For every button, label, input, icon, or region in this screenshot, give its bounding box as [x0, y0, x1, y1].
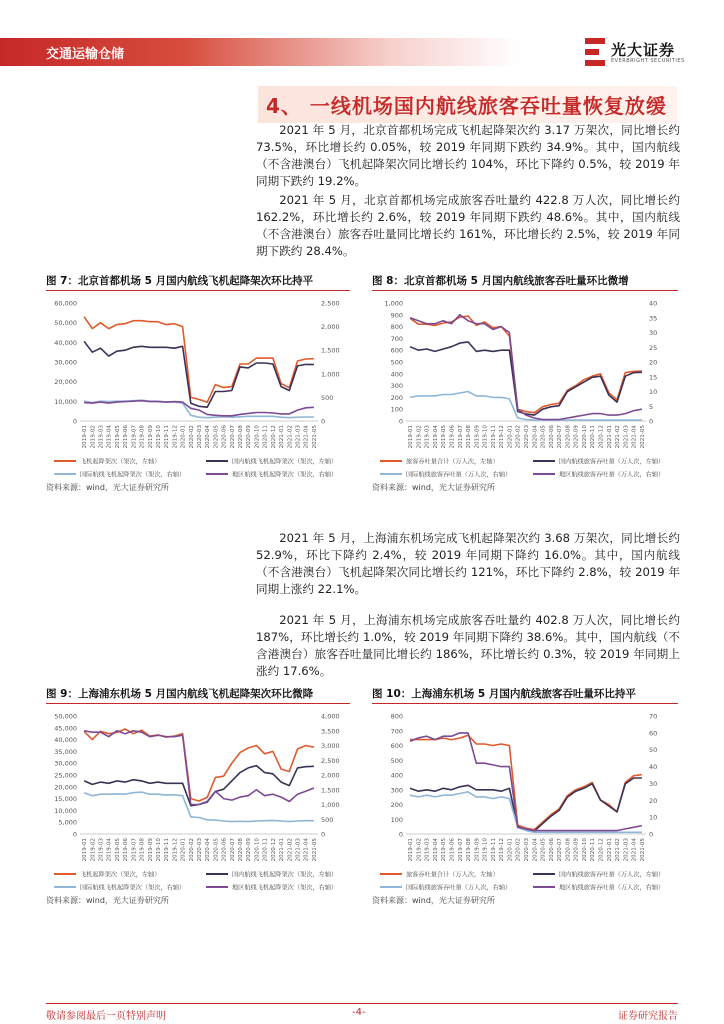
figure-10-chart	[372, 708, 678, 893]
x-axis-tick-label: 2020-03	[524, 425, 530, 449]
right-axis-tick-label: 500	[321, 393, 334, 402]
right-axis-tick-label: 1,500	[321, 786, 340, 795]
series-line	[410, 342, 642, 415]
x-axis-tick-label: 2020-02	[188, 425, 195, 449]
x-axis-tick-label: 2019-09	[147, 425, 154, 449]
left-axis-tick-label: 60,000	[54, 299, 77, 308]
x-axis-tick-label: 2021-02	[615, 425, 622, 449]
left-axis-tick-label: 30,000	[54, 759, 77, 768]
x-axis-tick-label: 2021-04	[303, 425, 310, 449]
legend-label: 国内航线飞机起降架次（架次，左轴）	[232, 458, 338, 466]
right-axis-tick-label: 2,500	[321, 299, 340, 308]
footer-disclaimer: 敬请参阅最后一页特别声明	[46, 1011, 166, 1022]
x-axis-tick-label: 2020-03	[197, 425, 203, 449]
x-axis-tick-label: 2020-04	[205, 425, 212, 449]
x-axis-tick-label: 2019-04	[106, 838, 113, 862]
series-line	[410, 316, 642, 413]
left-axis-tick-label: 40,000	[54, 338, 77, 347]
x-axis-tick-label: 2019-11	[164, 425, 171, 449]
right-axis-tick-label: 70	[649, 712, 658, 721]
left-axis-tick-label: 200	[390, 393, 403, 402]
x-axis-tick-label: 2019-10	[482, 425, 489, 449]
right-axis-tick-label: 0	[321, 830, 326, 839]
x-axis-tick-label: 2020-10	[581, 425, 588, 449]
right-axis-tick-label: 1,000	[321, 801, 340, 809]
left-axis-tick-label: 100	[390, 405, 403, 414]
right-axis-tick-label: 3,000	[321, 742, 340, 750]
x-axis-tick-label: 2021-02	[615, 838, 622, 862]
series-line	[84, 317, 314, 403]
brand-name-en: EVERBRIGHT SECURITIES	[611, 58, 685, 64]
series-line	[410, 315, 642, 420]
right-axis-tick-label: 20	[649, 358, 658, 367]
x-axis-tick-label: 2019-07	[131, 425, 138, 449]
x-axis-tick-label: 2021-05	[639, 838, 646, 862]
figure-7-chart	[46, 295, 350, 480]
x-axis-tick-label: 2019-04	[432, 838, 439, 862]
x-axis-tick-label: 2019-02	[90, 838, 97, 862]
x-axis-tick-label: 2020-07	[229, 838, 236, 862]
x-axis-tick-label: 2020-01	[180, 838, 187, 862]
figure-7-title: 图 7：北京首都机场 5 月国内航线飞机起降架次环比持平	[46, 273, 350, 288]
figure-9-source: 资料来源：wind，光大证券研究所	[46, 896, 169, 905]
right-axis-tick-label: 1,500	[321, 346, 340, 355]
right-axis-tick-label: 25	[649, 343, 658, 352]
paragraph-1: 2021 年 5 月，北京首都机场完成飞机起降架次约 3.17 万架次，同比增长约 73.5%，环比增长约 0.05%，较 2019 年同期下跌约 34.9%。其中，国内航线（不含港澳台）飞机起降架次同比增长约 104%，环比下降约 0.5%，较 2019 年同期下跌约 19.2%。	[256, 123, 680, 188]
left-axis-tick-label: 5,000	[58, 818, 77, 827]
right-axis-tick-label: 40	[649, 763, 658, 772]
x-axis-tick-label: 2019-06	[449, 425, 456, 449]
right-axis-tick-label: 3,500	[321, 727, 340, 736]
right-axis-tick-label: 0	[649, 417, 654, 426]
x-axis-tick-label: 2020-11	[262, 425, 269, 449]
x-axis-tick-label: 2021-03	[295, 838, 302, 862]
legend-label: 国际航线飞机起降架次（架次，右轴）	[80, 471, 186, 479]
x-axis-tick-label: 2020-04	[532, 838, 539, 862]
left-axis-tick-label: 1,000	[384, 299, 403, 308]
legend-label: 旅客吞吐量合计（万人次，左轴）	[406, 458, 499, 466]
figure-8-source: 资料来源：wind，光大证券研究所	[372, 483, 495, 492]
x-axis-tick-label: 2020-06	[221, 425, 228, 449]
left-axis-tick-label: 500	[390, 756, 403, 765]
x-axis-tick-label: 2020-05	[213, 838, 220, 862]
right-axis-tick-label: 30	[649, 779, 658, 788]
x-axis-tick-label: 2019-10	[482, 838, 489, 862]
left-axis-tick-label: 10,000	[54, 397, 77, 406]
x-axis-tick-label: 2019-07	[131, 838, 138, 862]
series-line	[84, 341, 314, 407]
left-axis-tick-label: 400	[390, 771, 403, 780]
x-axis-tick-label: 2020-10	[254, 838, 261, 862]
legend-label: 国际航线飞机起降架次（架次，右轴）	[80, 884, 186, 892]
x-axis-tick-label: 2019-05	[441, 425, 448, 449]
series-line	[84, 401, 314, 416]
x-axis-tick-label: 2019-01	[408, 425, 415, 449]
legend-label: 飞机起降架次（架次，左轴）	[80, 871, 161, 879]
legend-label: 国内航线旅客吞吐量（万人次，左轴）	[559, 458, 665, 466]
right-axis-tick-label: 5	[649, 402, 654, 411]
x-axis-tick-label: 2021-01	[279, 425, 286, 449]
legend-label: 飞机起降架次（架次，左轴）	[80, 458, 161, 466]
x-axis-tick-label: 2020-03	[197, 838, 203, 862]
x-axis-tick-label: 2019-08	[139, 425, 146, 449]
x-axis-tick-label: 2021-03	[623, 838, 630, 862]
left-axis-tick-label: 45,000	[54, 724, 77, 733]
left-axis-tick-label: 0	[72, 417, 77, 426]
figure-10-title: 图 10：上海浦东机场 5 月国内航线旅客吞吐量环比持平	[372, 686, 678, 701]
x-axis-tick-label: 2020-11	[262, 838, 269, 862]
legend-label: 地区航线飞机起降架次（架次，右轴）	[232, 884, 338, 892]
x-axis-tick-label: 2019-01	[82, 838, 89, 862]
figure-10-source: 资料来源：wind，光大证券研究所	[372, 896, 495, 905]
x-axis-tick-label: 2019-12	[172, 425, 179, 449]
x-axis-tick-label: 2019-03	[98, 425, 105, 449]
x-axis-tick-label: 2019-11	[490, 425, 497, 449]
x-axis-tick-label: 2020-01	[180, 425, 187, 449]
legend-label: 地区航线飞机起降架次（架次，右轴）	[232, 471, 338, 479]
right-axis-tick-label: 35	[649, 314, 658, 323]
x-axis-tick-label: 2020-12	[598, 838, 605, 862]
x-axis-tick-label: 2019-08	[466, 425, 473, 449]
series-line	[84, 400, 314, 418]
right-axis-tick-label: 2,000	[321, 771, 340, 780]
right-axis-tick-label: 4,000	[321, 712, 340, 721]
x-axis-tick-label: 2020-03	[524, 838, 530, 862]
right-axis-tick-label: 1,000	[321, 370, 340, 379]
legend-label: 地区航线旅客吞吐量（万人次，右轴）	[559, 471, 665, 479]
x-axis-tick-label: 2019-09	[474, 425, 481, 449]
x-axis-tick-label: 2020-09	[246, 425, 253, 449]
x-axis-tick-label: 2020-10	[581, 838, 588, 862]
x-axis-tick-label: 2019-12	[499, 838, 506, 862]
figure-7-source: 资料来源：wind，光大证券研究所	[46, 483, 169, 492]
legend-label: 国际航线旅客吞吐量（万人次，右轴）	[406, 471, 512, 479]
x-axis-tick-label: 2020-05	[213, 425, 220, 449]
x-axis-tick-label: 2021-01	[279, 838, 286, 862]
x-axis-tick-label: 2019-10	[155, 425, 162, 449]
series-line	[84, 766, 314, 806]
x-axis-tick-label: 2019-02	[416, 425, 423, 449]
paragraph-4: 2021 年 5 月，上海浦东机场完成旅客吞吐量约 402.8 万人次，同比增长约 187%，环比增长约 1.0%，较 2019 年同期下降约 38.6%。其中，国内航线（不含港澳台）旅客吞吐量同比增长约 186%，环比增长约 0.3%，较 2019 年同期上涨约 17.6%。	[256, 613, 680, 678]
x-axis-tick-label: 2020-12	[270, 838, 277, 862]
figure-8-chart	[372, 295, 678, 480]
series-line	[410, 735, 642, 829]
left-axis-tick-label: 20,000	[54, 378, 77, 387]
x-axis-tick-label: 2020-01	[507, 425, 514, 449]
right-axis-tick-label: 0	[649, 830, 654, 839]
series-line	[410, 778, 642, 831]
x-axis-tick-label: 2021-02	[287, 425, 294, 449]
figure-8-title: 图 8：北京首都机场 5 月国内航线旅客吞吐量环比微增	[372, 273, 678, 288]
legend-label: 旅客吞吐量合计（万人次，左轴）	[406, 871, 499, 879]
left-axis-tick-label: 600	[390, 346, 403, 355]
section-label: 交通运输仓储	[46, 47, 125, 62]
right-axis-tick-label: 15	[649, 373, 658, 382]
left-axis-tick-label: 700	[390, 334, 403, 343]
left-axis-tick-label: 600	[390, 742, 403, 750]
right-axis-tick-label: 20	[649, 796, 658, 805]
x-axis-tick-label: 2020-05	[540, 425, 547, 449]
left-axis-tick-label: 25,000	[54, 771, 77, 780]
series-line	[410, 792, 642, 832]
left-axis-tick-label: 200	[390, 801, 403, 809]
left-axis-tick-label: 400	[390, 370, 403, 379]
x-axis-tick-label: 2020-08	[238, 425, 245, 449]
brand-mark-icon	[585, 38, 605, 66]
left-axis-tick-label: 0	[398, 417, 403, 426]
x-axis-tick-label: 2019-03	[424, 838, 431, 862]
x-axis-tick-label: 2019-10	[155, 838, 162, 862]
series-line	[84, 729, 314, 801]
x-axis-tick-label: 2020-04	[532, 425, 539, 449]
x-axis-tick-label: 2020-10	[254, 425, 261, 449]
x-axis-tick-label: 2019-03	[98, 838, 105, 862]
left-axis-tick-label: 300	[390, 382, 403, 391]
right-axis-tick-label: 50	[649, 746, 658, 755]
right-axis-tick-label: 30	[649, 329, 658, 337]
x-axis-tick-label: 2019-12	[499, 425, 506, 449]
x-axis-tick-label: 2020-06	[548, 838, 555, 862]
x-axis-tick-label: 2019-03	[424, 425, 431, 449]
left-axis-tick-label: 500	[390, 358, 403, 367]
left-axis-tick-label: 50,000	[54, 319, 77, 328]
x-axis-tick-label: 2020-07	[229, 425, 236, 449]
left-axis-tick-label: 10,000	[54, 806, 77, 815]
x-axis-tick-label: 2019-07	[457, 425, 464, 449]
x-axis-tick-label: 2019-08	[466, 838, 473, 862]
legend-label: 地区航线旅客吞吐量（万人次，右轴）	[559, 884, 665, 892]
left-axis-tick-label: 300	[390, 786, 403, 795]
x-axis-tick-label: 2019-06	[123, 838, 130, 862]
x-axis-tick-label: 2020-09	[573, 838, 580, 862]
right-axis-tick-label: 10	[649, 388, 658, 396]
right-axis-tick-label: 500	[321, 815, 334, 824]
right-axis-tick-label: 40	[649, 299, 658, 308]
x-axis-tick-label: 2020-11	[590, 838, 597, 862]
x-axis-tick-label: 2021-04	[631, 838, 638, 862]
x-axis-tick-label: 2019-06	[123, 425, 130, 449]
x-axis-tick-label: 2019-08	[139, 838, 146, 862]
x-axis-tick-label: 2021-05	[639, 425, 646, 449]
x-axis-tick-label: 2019-05	[114, 838, 121, 862]
x-axis-tick-label: 2019-01	[82, 425, 89, 449]
x-axis-tick-label: 2021-05	[311, 425, 318, 449]
x-axis-tick-label: 2019-07	[457, 838, 464, 862]
right-axis-tick-label: 10	[649, 813, 658, 822]
x-axis-tick-label: 2020-12	[270, 425, 277, 449]
x-axis-tick-label: 2020-05	[540, 838, 547, 862]
right-axis-tick-label: 0	[321, 417, 326, 426]
x-axis-tick-label: 2019-04	[432, 425, 439, 449]
x-axis-tick-label: 2020-11	[590, 425, 597, 449]
x-axis-tick-label: 2021-03	[623, 425, 630, 449]
series-line	[410, 733, 642, 831]
left-axis-tick-label: 100	[390, 815, 403, 824]
x-axis-tick-label: 2021-01	[606, 838, 613, 862]
page-number: -4-	[352, 1007, 366, 1018]
x-axis-tick-label: 2020-08	[565, 838, 572, 862]
x-axis-tick-label: 2019-09	[147, 838, 154, 862]
x-axis-tick-label: 2020-06	[548, 425, 555, 449]
left-axis-tick-label: 30,000	[54, 358, 77, 367]
paragraph-3: 2021 年 5 月，上海浦东机场完成飞机起降架次约 3.68 万架次，同比增长约 52.9%，环比下降约 2.4%，较 2019 年同期下降约 16.0%。其中，国内航线（不含港澳台）飞机起降架次同比增长约 121%，环比下降约 2.8%，较 2019 年同期上涨约 22.1%。	[256, 531, 680, 596]
x-axis-tick-label: 2019-11	[164, 838, 171, 862]
x-axis-tick-label: 2020-09	[246, 838, 253, 862]
legend-label: 国内航线旅客吞吐量（万人次，左轴）	[559, 871, 665, 879]
x-axis-tick-label: 2021-04	[303, 838, 310, 862]
x-axis-tick-label: 2020-01	[507, 838, 514, 862]
x-axis-tick-label: 2020-12	[598, 425, 605, 449]
left-axis-tick-label: 40,000	[54, 736, 77, 745]
x-axis-tick-label: 2019-11	[490, 838, 497, 862]
footer-report-type: 证券研究报告	[618, 1011, 678, 1022]
x-axis-tick-label: 2021-05	[311, 838, 318, 862]
x-axis-tick-label: 2020-02	[515, 838, 522, 862]
brand-name: 光大证券	[611, 41, 676, 59]
x-axis-tick-label: 2020-07	[557, 425, 564, 449]
left-axis-tick-label: 35,000	[54, 747, 77, 756]
x-axis-tick-label: 2020-08	[238, 838, 245, 862]
x-axis-tick-label: 2021-01	[606, 425, 613, 449]
left-axis-tick-label: 700	[390, 727, 403, 736]
left-axis-tick-label: 0	[72, 830, 77, 839]
x-axis-tick-label: 2020-09	[573, 425, 580, 449]
left-axis-tick-label: 50,000	[54, 712, 77, 721]
left-axis-tick-label: 0	[398, 830, 403, 839]
legend-label: 国际航线旅客吞吐量（万人次，右轴）	[406, 884, 512, 892]
right-axis-tick-label: 2,000	[321, 323, 340, 332]
x-axis-tick-label: 2020-02	[515, 425, 522, 449]
section-title: 4、 一线机场国内航线旅客吞吐量恢复放缓	[258, 86, 677, 123]
left-axis-tick-label: 900	[390, 311, 403, 320]
x-axis-tick-label: 2020-07	[557, 838, 564, 862]
brand-logo	[585, 36, 695, 72]
x-axis-tick-label: 2021-04	[631, 425, 638, 449]
footer-divider	[46, 1003, 678, 1004]
left-axis-tick-label: 15,000	[54, 795, 77, 804]
x-axis-tick-label: 2019-02	[90, 425, 97, 449]
x-axis-tick-label: 2021-03	[295, 425, 302, 449]
right-axis-tick-label: 2,500	[321, 756, 340, 765]
x-axis-tick-label: 2019-05	[441, 838, 448, 862]
x-axis-tick-label: 2020-04	[205, 838, 212, 862]
x-axis-tick-label: 2020-06	[221, 838, 228, 862]
left-axis-tick-label: 800	[390, 712, 403, 721]
x-axis-tick-label: 2019-02	[416, 838, 423, 862]
x-axis-tick-label: 2020-02	[188, 838, 195, 862]
x-axis-tick-label: 2019-05	[114, 425, 121, 449]
left-axis-tick-label: 800	[390, 323, 403, 332]
left-axis-tick-label: 20,000	[54, 783, 77, 792]
x-axis-tick-label: 2021-02	[287, 838, 294, 862]
x-axis-tick-label: 2019-04	[106, 425, 113, 449]
x-axis-tick-label: 2019-06	[449, 838, 456, 862]
x-axis-tick-label: 2019-09	[474, 838, 481, 862]
figure-9-chart	[46, 708, 350, 893]
right-axis-tick-label: 60	[649, 729, 658, 738]
x-axis-tick-label: 2019-01	[408, 838, 415, 862]
paragraph-2: 2021 年 5 月，北京首都机场完成旅客吞吐量约 422.8 万人次，同比增长约 162.2%，环比增长约 2.6%，较 2019 年同期下跌约 48.6%。其中，国内航线（不含港澳台）旅客吞吐量同比增长约 161%，环比增长约 2.5%，较 2019 年同期下跌约 28.4%。	[256, 193, 680, 258]
header-bar	[0, 38, 520, 66]
x-axis-tick-label: 2019-12	[172, 838, 179, 862]
x-axis-tick-label: 2020-08	[565, 425, 572, 449]
figure-9-title: 图 9：上海浦东机场 5 月国内航线飞机起降架次环比微降	[46, 686, 350, 701]
legend-label: 国内航线飞机起降架次（架次，左轴）	[232, 871, 338, 879]
